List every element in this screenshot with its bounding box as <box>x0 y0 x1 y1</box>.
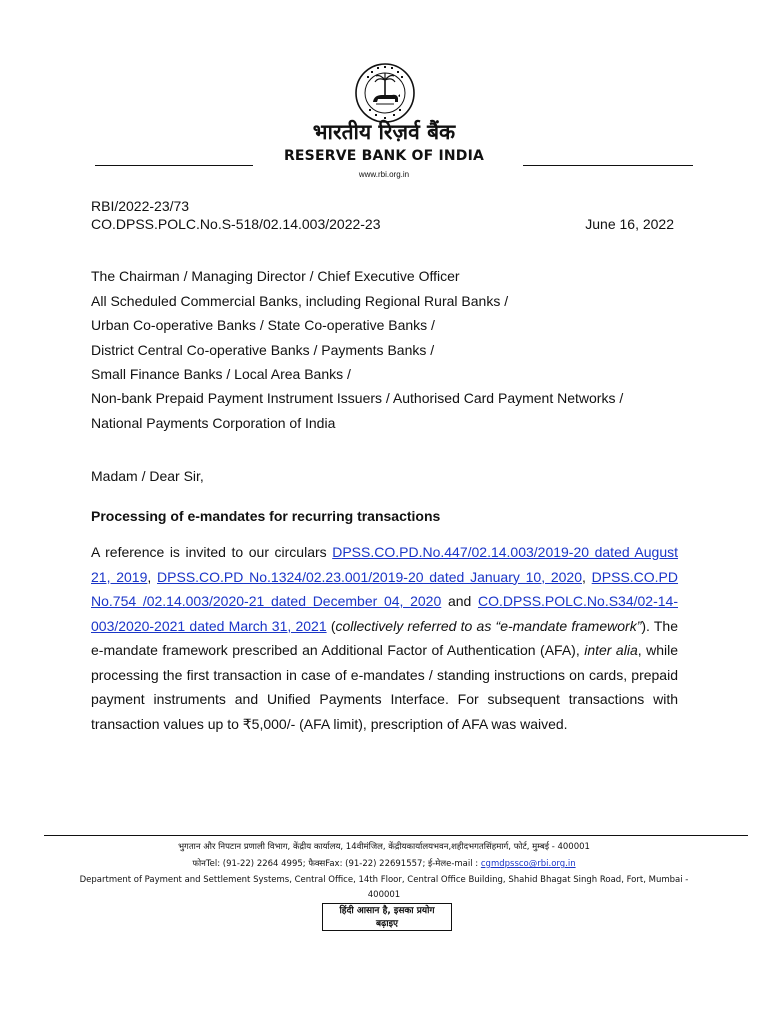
footer-english-address-pin: 400001 <box>367 890 401 900</box>
body-separator: and <box>441 593 479 609</box>
subject-heading: Processing of e-mandates for recurring transactions <box>91 508 441 524</box>
body-separator: , <box>582 568 592 585</box>
footer-email-link[interactable]: cgmdpssco@rbi.org.in <box>480 859 576 869</box>
bank-name-english: RESERVE BANK OF INDIA <box>283 148 485 164</box>
salutation: Madam / Dear Sir, <box>91 468 204 484</box>
bank-website: www.rbi.org.in <box>358 170 410 179</box>
hindi-promotion-line: हिंदी आसान है, इसका प्रयोग <box>339 906 435 916</box>
addressee-line: National Payments Corporation of India <box>91 415 336 431</box>
body-text: ( <box>326 617 336 634</box>
circular-link-2019-aug[interactable]: DPSS.CO.PD.No.447/02.14.003/2019-20 dated August 21, 2019 <box>91 544 679 585</box>
circular-date: June 16, 2022 <box>585 216 674 232</box>
body-italic-inter-alia: inter alia <box>584 642 638 658</box>
footer-hindi-address: भुगतान और निपटान प्रणाली विभाग, केंद्रीय कार्यालय, 14वीमंजिल, केंद्रीयकार्यालयभवन,शहीदभगतसिंहमार्ग, फोर्ट, मुम्बई - 400001 <box>178 842 590 852</box>
rbi-reference-number: RBI/2022-23/73 <box>91 198 190 214</box>
body-text: ). The e-mandate framework prescribed an Additional Factor of Authentication (AFA), <box>91 617 678 658</box>
addressee-line: Urban Co-operative Banks / State Co-operative Banks / <box>91 317 435 333</box>
body-text: , while processing the first transaction in case of e-mandates / standing instructions on cards, prepaid payment instruments and Unified Payments Interface. For subsequent transactions with transaction values up to ₹5,000/- (AFA limit), prescription of AFA was waived. <box>91 642 679 732</box>
footer-english-address: Department of Payment and Settlement Systems, Central Office, 14th Floor, Central Office Building, Shahid Bhagat Singh Road, Fort, Mumbai - <box>79 875 689 885</box>
circular-link-2020-dec[interactable]: DPSS.CO.PD No.754 /02.14.003/2020-21 dated December 04, 2020 <box>91 568 679 609</box>
circular-number: CO.DPSS.POLC.No.S-518/02.14.003/2022-23 <box>91 216 381 232</box>
body-paragraph <box>91 540 678 736</box>
rbi-emblem-icon <box>354 62 416 124</box>
addressee-line: All Scheduled Commercial Banks, including Regional Rural Banks / <box>91 293 509 309</box>
hindi-promotion-box <box>322 903 452 931</box>
footer-phone-fax: फोनTel: (91-22) 2264 4995; फैक्सFax: (91-22) 22691557; ई-मेलe-mail : <box>192 859 481 869</box>
circular-link-2021-mar[interactable]: CO.DPSS.POLC.No.S34/02-14-003/2020-2021 dated March 31, 2021 <box>91 593 678 634</box>
footer-rule <box>44 835 748 836</box>
circular-link-2020-jan[interactable]: DPSS.CO.PD No.1324/02.23.001/2019-20 dated January 10, 2020 <box>157 568 582 585</box>
addressee-line: District Central Co-operative Banks / Payments Banks / <box>91 342 435 358</box>
footer-contact <box>0 858 768 869</box>
hindi-promotion-line: बढ़ाइए <box>376 919 398 929</box>
body-italic-framework: collectively referred to as “e-mandate framework” <box>335 617 642 634</box>
header-rule-left <box>95 165 253 166</box>
body-separator: , <box>147 568 158 585</box>
addressee-line: Small Finance Banks / Local Area Banks / <box>91 366 351 382</box>
addressee-line: Non-bank Prepaid Payment Instrument Issuers / Authorised Card Payment Networks / <box>91 390 624 406</box>
addressee-line: The Chairman / Managing Director / Chief Executive Officer <box>91 268 460 284</box>
bank-name-hindi: भारतीय रिज़र्व बैंक <box>312 120 456 144</box>
body-intro: A reference is invited to our circulars <box>91 544 333 560</box>
header-rule-right <box>523 165 693 166</box>
